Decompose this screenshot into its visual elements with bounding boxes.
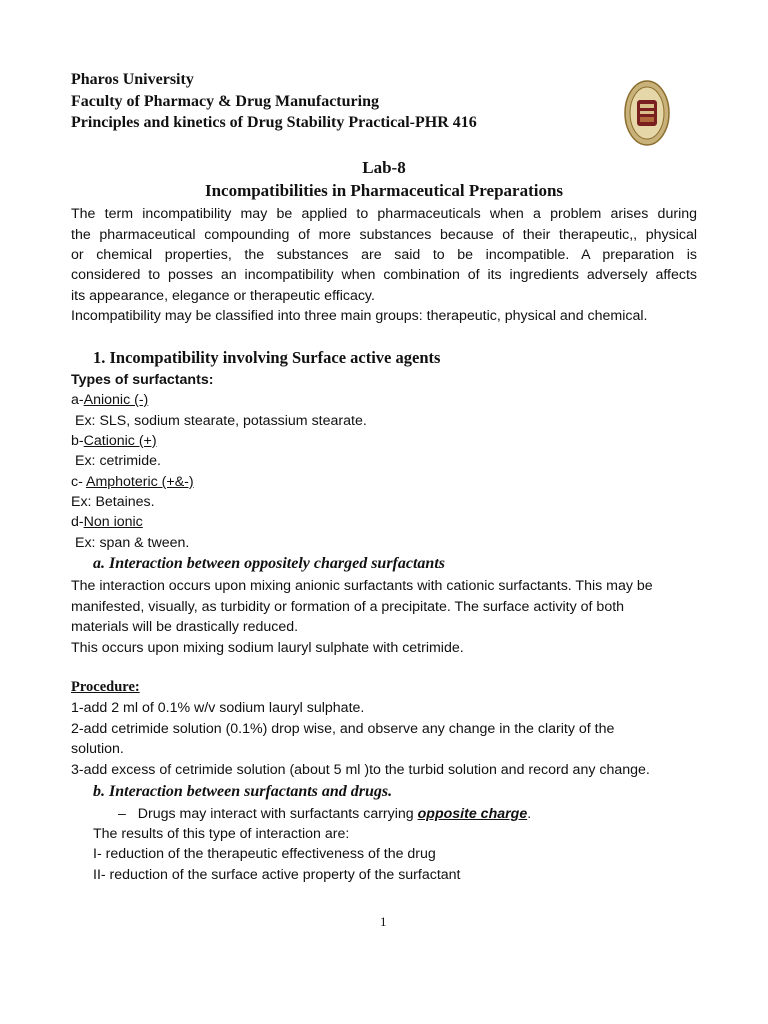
surfactant-type — [71, 514, 143, 530]
subsection-heading: b. Interaction between surfactants and drugs. — [93, 783, 393, 800]
paragraph-line: The interaction occurs upon mixing anionic surfactants with cationic surfactants. This may be — [71, 578, 653, 594]
intro-line: or chemical properties, the substances are said to be incompatible. A preparation is — [71, 247, 697, 263]
intro-line: The term incompatibility may be applied to pharmaceuticals when a problem arises during — [71, 206, 697, 222]
results-intro: The results of this type of interaction are: — [93, 826, 350, 842]
emphasis-text: opposite charge — [417, 806, 528, 822]
procedure-step: 1-add 2 ml of 0.1% w/v sodium lauryl sulphate. — [71, 700, 365, 716]
subsection-heading: a. Interaction between oppositely charged surfactants — [93, 555, 445, 572]
type-example: Ex: Betaines. — [71, 494, 155, 510]
type-prefix: a- — [71, 392, 84, 408]
result-item: I- reduction of the therapeutic effectiveness of the drug — [93, 846, 436, 862]
result-item: II- reduction of the surface active property of the surfactant — [93, 867, 461, 883]
page-title: Incompatibilities in Pharmaceutical Preparations — [204, 181, 564, 200]
type-example: Ex: span & tween. — [75, 535, 190, 551]
paragraph-line: This occurs upon mixing sodium lauryl sulphate with cetrimide. — [71, 640, 464, 656]
surfactant-type — [71, 392, 148, 408]
lab-number: Lab-8 — [362, 158, 406, 177]
type-name: Anionic (-) — [83, 392, 149, 408]
intro-line: considered to posses an incompatibility when combination of its ingredients adversely affects — [71, 267, 697, 283]
type-name: Non ionic — [83, 514, 143, 530]
bullet-text: Drugs may interact with surfactants carrying — [137, 806, 418, 822]
type-prefix: b- — [71, 433, 84, 449]
procedure-label: Procedure: — [71, 679, 140, 695]
type-example: Ex: cetrimide. — [75, 453, 161, 469]
type-prefix: d- — [71, 514, 84, 530]
university-seal-logo — [624, 80, 670, 146]
type-example: Ex: SLS, sodium stearate, potassium stearate. — [75, 413, 367, 429]
paragraph-line: manifested, visually, as turbidity or formation of a precipitate. The surface activity of both — [71, 599, 625, 615]
bullet-end: . — [527, 806, 532, 822]
types-label: Types of surfactants: — [71, 372, 214, 388]
bullet-dash: – — [118, 806, 126, 822]
type-name: Amphoteric (+&-) — [85, 474, 194, 490]
course-title: Principles and kinetics of Drug Stability Practical-PHR 416 — [71, 114, 477, 131]
procedure-step: 3-add excess of cetrimide solution (about 5 ml )to the turbid solution and record any change. — [71, 762, 650, 778]
section-heading: 1. Incompatibility involving Surface active agents — [93, 348, 441, 367]
intro-line: the pharmaceutical compounding of more substances because of their therapeutic,, physical — [71, 227, 697, 243]
procedure-step: solution. — [71, 741, 124, 757]
type-prefix: c- — [71, 474, 86, 490]
surfactant-type — [71, 433, 157, 449]
type-name: Cationic (+) — [83, 433, 157, 449]
page-number: 1 — [380, 914, 387, 929]
faculty-name: Faculty of Pharmacy & Drug Manufacturing — [71, 93, 379, 110]
bullet-item — [118, 806, 531, 822]
procedure-step: 2-add cetrimide solution (0.1%) drop wise, and observe any change in the clarity of the — [71, 721, 615, 737]
intro-line: Incompatibility may be classified into three main groups: therapeutic, physical and chemical. — [71, 308, 648, 324]
surfactant-type — [71, 474, 194, 490]
intro-line: its appearance, elegance or therapeutic efficacy. — [71, 288, 375, 304]
university-name: Pharos University — [71, 71, 194, 88]
paragraph-line: materials will be drastically reduced. — [71, 619, 299, 635]
